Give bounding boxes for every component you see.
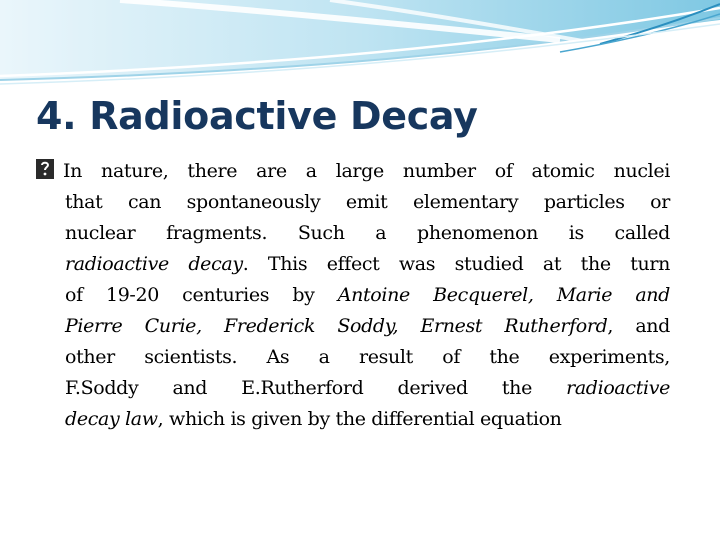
line-text: , and — [607, 315, 670, 337]
paragraph-line — [34, 249, 670, 280]
slide-title: 4. Radioactive Decay — [36, 94, 478, 138]
paragraph-line — [34, 156, 670, 187]
italic-term: decay law — [65, 408, 158, 430]
line-text: of 19-20 centuries by — [65, 284, 338, 306]
missing-glyph-bullet-icon — [34, 158, 56, 180]
paragraph-line — [34, 311, 670, 342]
paragraph-line — [34, 373, 670, 404]
italic-names: Pierre Curie, Frederick Soddy, Ernest Rutherford — [65, 315, 608, 337]
line-text: , which is given by the differential equation — [157, 408, 562, 430]
italic-term: radioactive — [566, 377, 670, 399]
line-text: In nature, there are a large number of atomic nuclei — [63, 160, 670, 182]
line-text: F.Soddy and E.Rutherford derived the — [65, 377, 567, 399]
paragraph-line — [34, 280, 670, 311]
header-wave-decoration — [0, 0, 720, 92]
paragraph-line: that can spontaneously emit elementary particles or — [65, 191, 670, 213]
italic-term: radioactive decay — [65, 253, 243, 275]
italic-names: Antoine Becquerel, Marie and — [337, 284, 670, 306]
paragraph-line: nuclear fragments. Such a phenomenon is called — [65, 222, 670, 244]
paragraph-line — [34, 404, 670, 435]
body-paragraph — [34, 156, 670, 435]
paragraph-line: other scientists. As a result of the experiments, — [65, 346, 670, 368]
line-text: . This effect was studied at the turn — [242, 253, 670, 275]
